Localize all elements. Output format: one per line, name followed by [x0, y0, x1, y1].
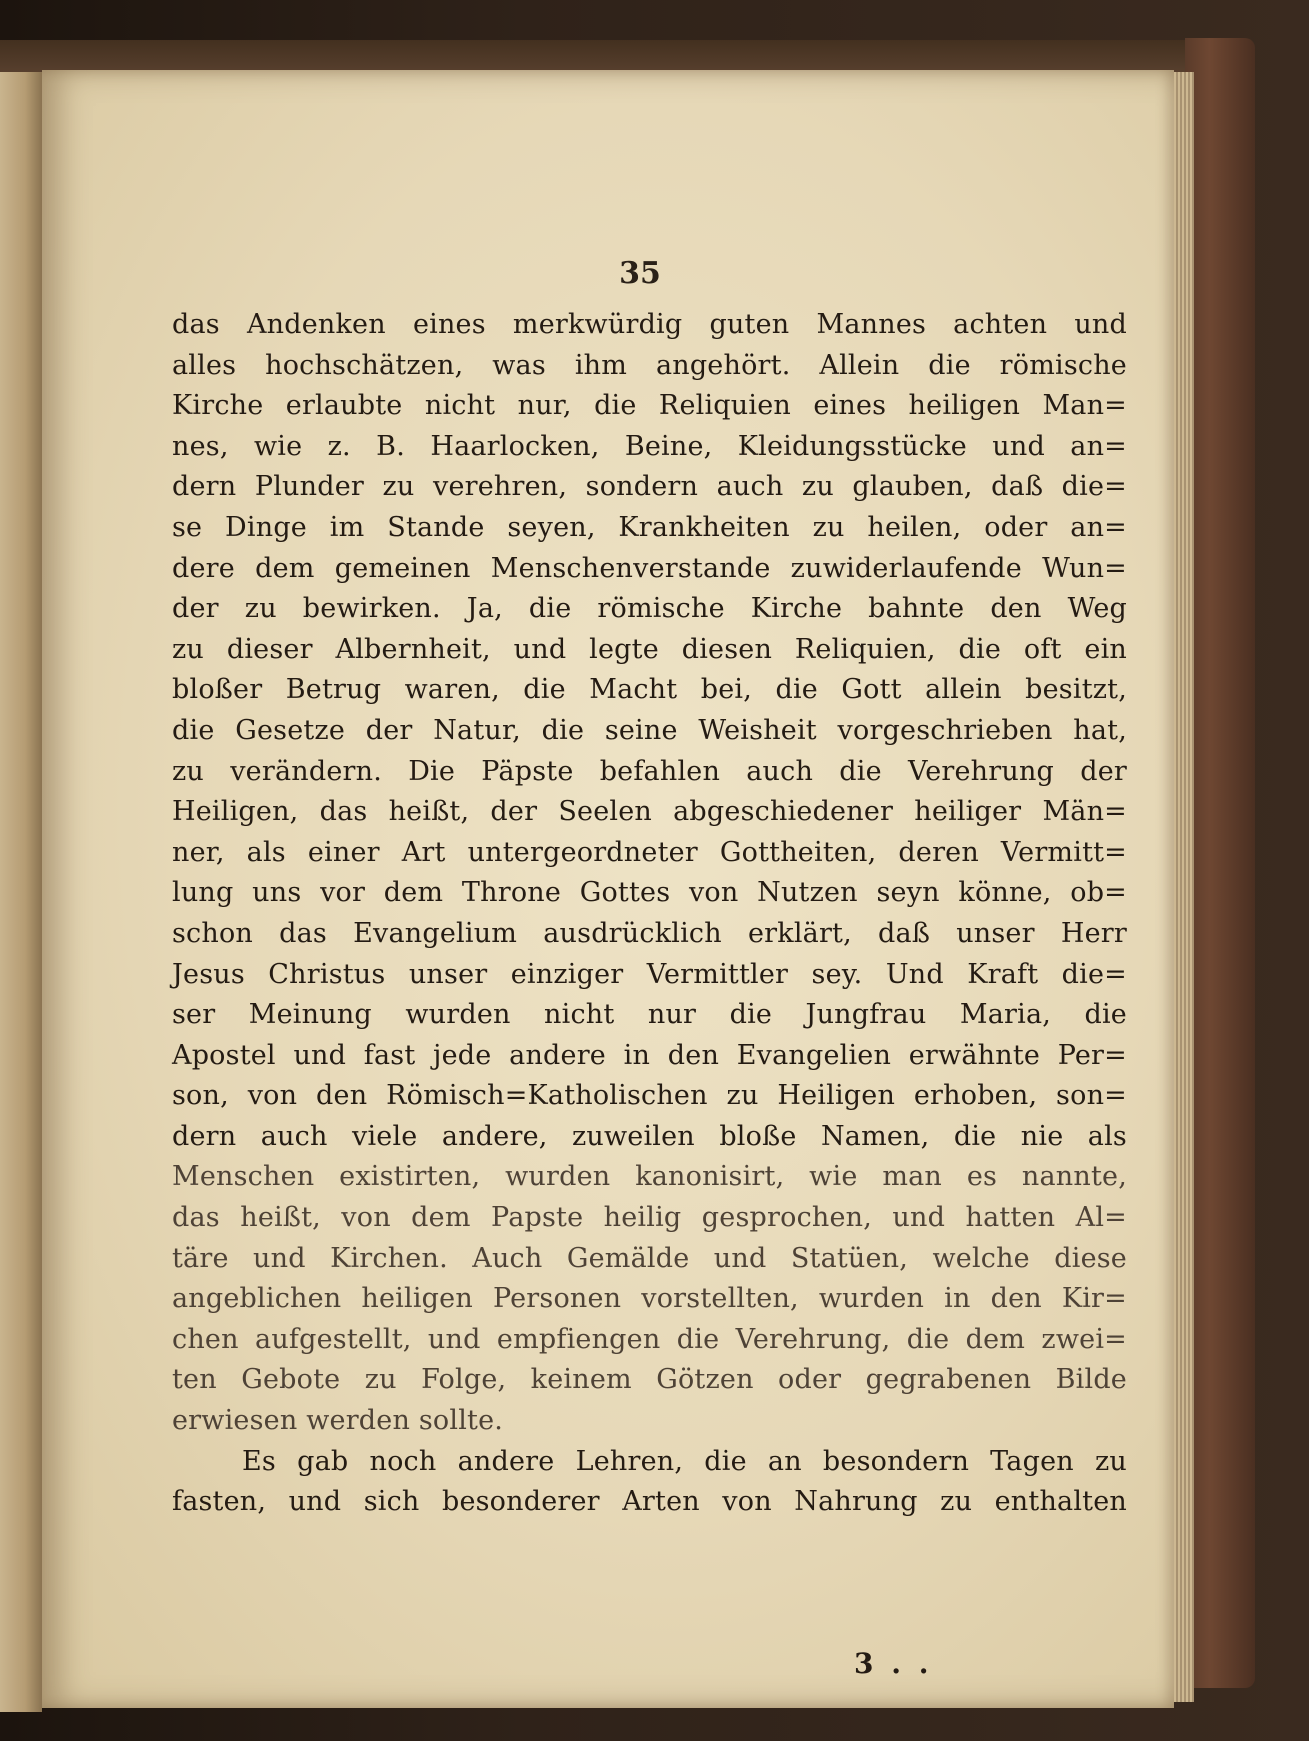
text-line: nes, wie z. B. Haarlocken, Beine, Kleidungsstücke und an= [172, 430, 1127, 462]
text-line: ten Gebote zu Folge, keinem Götzen oder gegrabenen Bilde [172, 1364, 1127, 1396]
book-page [42, 70, 1174, 1708]
text-line: dere dem gemeinen Menschenverstande zuwiderlaufende Wun= [172, 552, 1127, 584]
facing-page-edge [0, 72, 42, 1712]
text-line: zu verändern. Die Päpste befahlen auch die Verehrung der [172, 755, 1127, 787]
signature-mark: 3 . . [854, 1647, 933, 1680]
text-line: fasten, und sich besonderer Arten von Nahrung zu enthalten [172, 1486, 1127, 1518]
text-line: ner, als einer Art untergeordneter Gottheiten, deren Vermitt= [172, 836, 1127, 868]
text-line: das heißt, von dem Papste heilig gesprochen, und hatten Al= [172, 1202, 1127, 1234]
text-line: das Andenken eines merkwürdig guten Mannes achten und [172, 309, 1127, 340]
text-line: angeblichen heiligen Personen vorstellten, wurden in den Kir= [172, 1283, 1127, 1315]
text-line: alles hochschätzen, was ihm angehört. Allein die römische [172, 349, 1127, 381]
text-line: zu dieser Albernheit, und legte diesen Reliquien, die oft ein [172, 633, 1127, 665]
text-line: der zu bewirken. Ja, die römische Kirche bahnte den Weg [172, 593, 1127, 625]
text-line: die Gesetze der Natur, die seine Weisheit vorgeschrieben hat, [172, 714, 1127, 746]
text-line: se Dinge im Stande seyen, Krankheiten zu heilen, oder an= [172, 511, 1127, 543]
text-line: Apostel und fast jede andere in den Evangelien erwähnte Per= [172, 1039, 1127, 1071]
text-line: chen aufgestellt, und empfiengen die Verehrung, die dem zwei= [172, 1323, 1127, 1355]
text-line: son, von den Römisch=Katholischen zu Heiligen erhoben, son= [172, 1080, 1127, 1112]
text-line: erwiesen werden sollte. [172, 1405, 504, 1437]
text-line: dern Plunder zu verehren, sondern auch zu glauben, daß die= [172, 471, 1127, 503]
text-line: ser Meinung wurden nicht nur die Jungfrau Maria, die [172, 999, 1127, 1031]
text-line: bloßer Betrug waren, die Macht bei, die Gott allein besitzt, [172, 674, 1127, 706]
text-line: Es gab noch andere Lehren, die an besondern Tagen zu [242, 1445, 1127, 1477]
text-line: Heiligen, das heißt, der Seelen abgeschiedener heiliger Män= [172, 796, 1127, 828]
text-line: schon das Evangelium ausdrücklich erklärt, daß unser Herr [172, 917, 1127, 949]
text-line: Jesus Christus unser einziger Vermittler sey. Und Kraft die= [172, 958, 1127, 990]
text-line: Kirche erlaubte nicht nur, die Reliquien eines heiligen Man= [172, 390, 1127, 422]
page-number: 35 [619, 256, 661, 291]
body-text [172, 305, 1127, 1523]
text-line: lung uns vor dem Throne Gottes von Nutzen seyn könne, ob= [172, 877, 1127, 909]
book-cover-right [1185, 38, 1255, 1688]
text-line: dern auch viele andere, zuweilen bloße Namen, die nie als [172, 1120, 1127, 1152]
text-line: täre und Kirchen. Auch Gemälde und Statüen, welche diese [172, 1242, 1127, 1274]
text-line: Menschen existirten, wurden kanonisirt, wie man es nannte, [172, 1161, 1127, 1193]
